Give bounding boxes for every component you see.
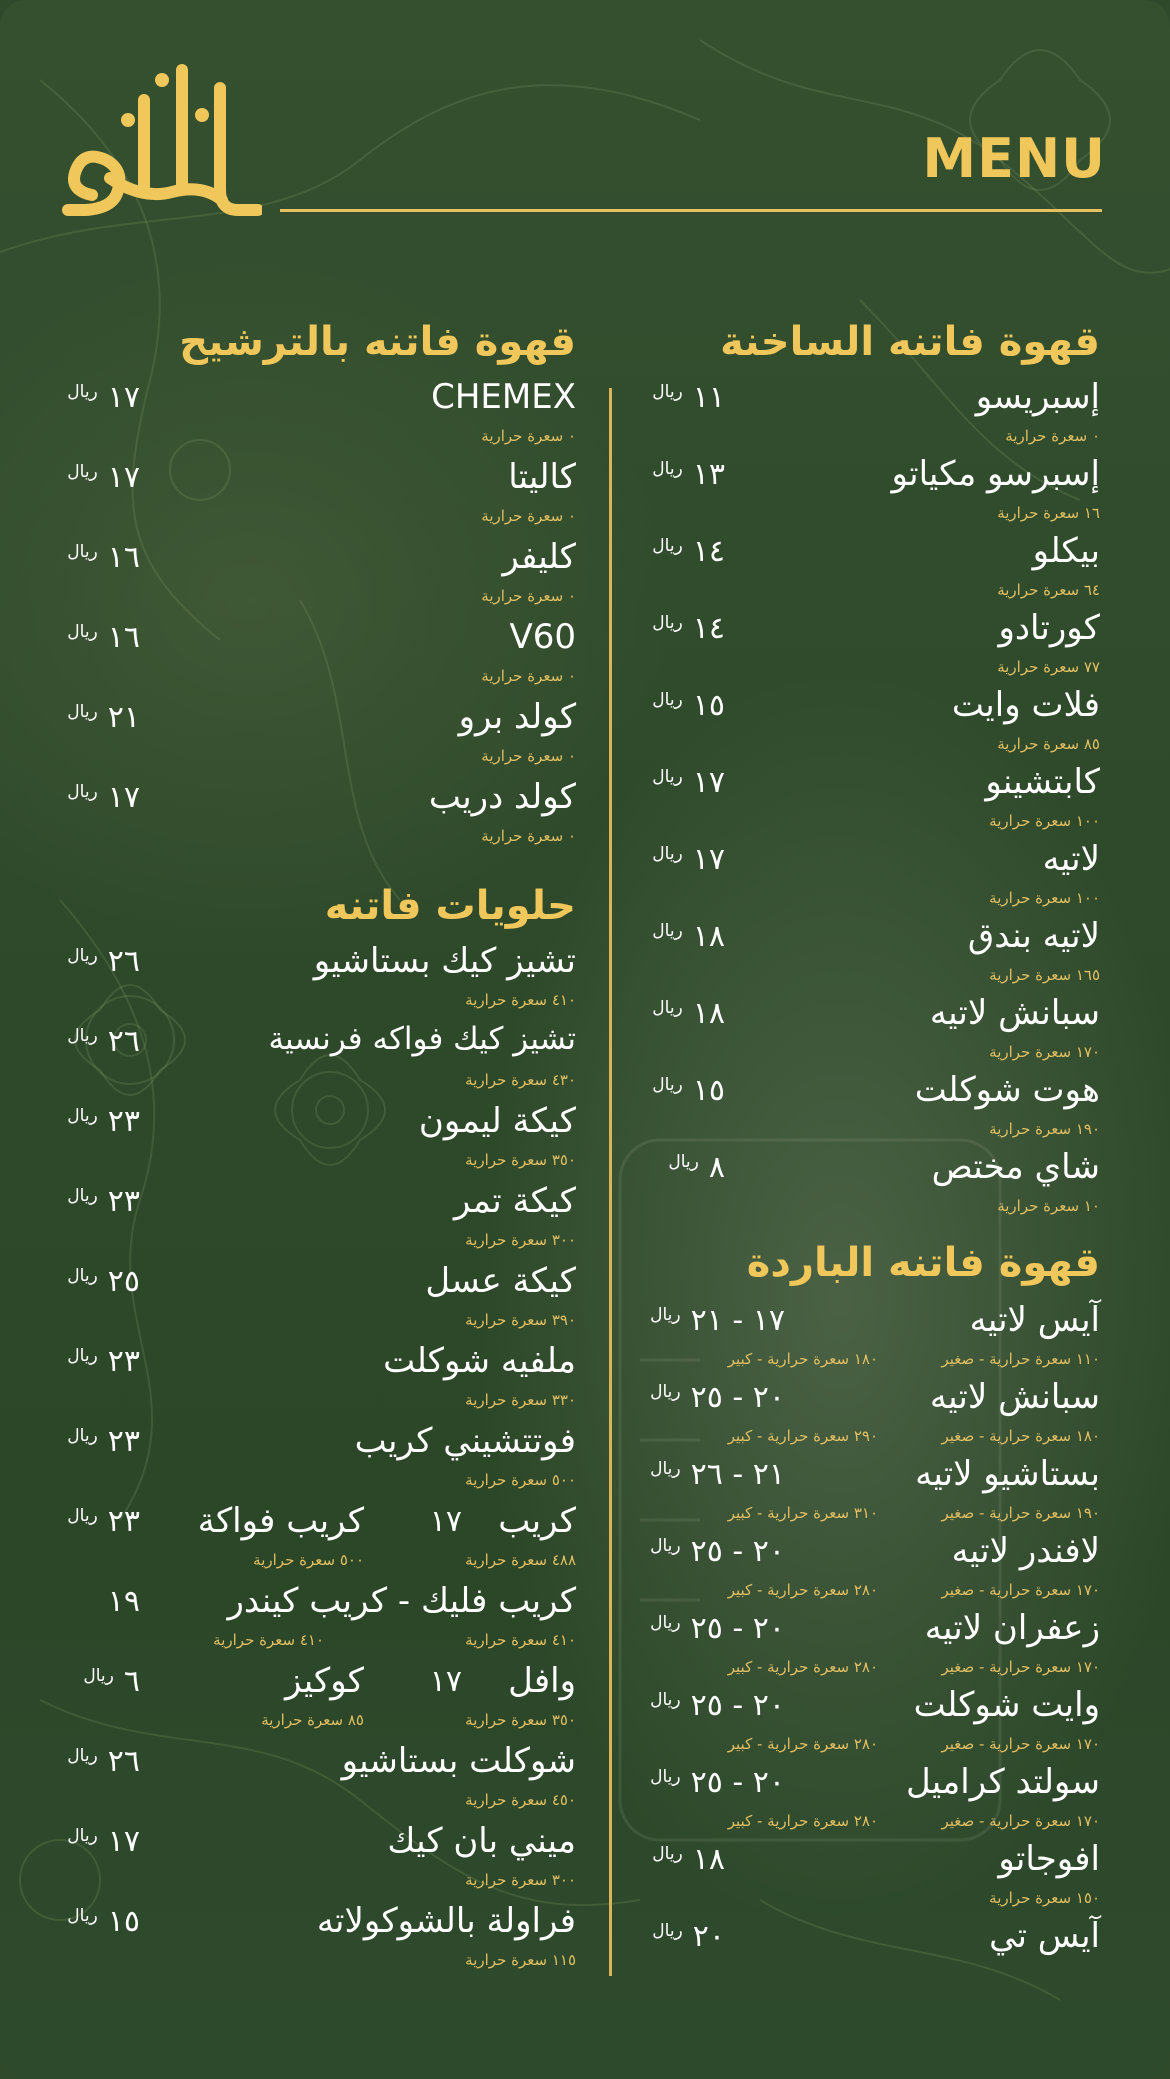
dessert-item-calories: ٣٥٠ سعرة حرارية [465,1151,576,1169]
hot-item-calories: ١٠٠ سعرة حرارية [989,889,1100,907]
cold-item-price: $١٨^{ريال}$ [652,1842,725,1877]
cold-item-name: وايت شوكلت [913,1685,1100,1725]
dessert-item-calories: ٣٠٠ سعرة حرارية [465,1231,576,1249]
hot-item-calories: ٨٥ سعرة حرارية [997,735,1100,753]
hot-item-name: إسبرسو مكياتو [891,454,1100,494]
hot-coffee-heading: قهوة فاتنه الساخنة [720,319,1100,365]
hot-item-calories: ١٠ سعرة حرارية [997,1197,1100,1215]
hot-item-price: $١٧^{ريال}$ [652,842,725,877]
hot-item-price: $١٥^{ريال}$ [652,688,725,723]
dessert-item-calories: ٤٣٠ سعرة حرارية [465,1071,576,1089]
hot-item-calories: ١٠٠ سعرة حرارية [989,812,1100,830]
dessert-item-calories: ١١٥ سعرة حرارية [465,1951,576,1969]
dessert-item-name: ملفيه شوكلت [383,1341,576,1381]
dessert-item-name: شوكلت بستاشيو [341,1741,576,1781]
dessert-item-name: تشيز كيك بستاشيو [313,941,576,981]
dessert-item-calories: ٣٣٠ سعرة حرارية [465,1391,576,1409]
hot-item-price: $١٥^{ريال}$ [652,1073,725,1108]
hot-item-calories: ٧٧ سعرة حرارية [997,658,1100,676]
dessert-item-name: كيكة تمر [453,1181,576,1221]
dessert-item-calories: ٨٥ سعرة حرارية [261,1711,364,1729]
hot-item-price: $١٣^{ريال}$ [652,457,725,492]
hot-item-name: شاي مختص [931,1147,1100,1187]
dessert-item-price: $٢٣^{ريال}$ [67,1424,140,1459]
desserts-heading: حلويات فاتنه [324,883,576,929]
hot-item-name: لاتيه بندق [967,916,1100,956]
cold-item-calories-large: ٢٨٠ سعرة حرارية - كبير [727,1735,878,1753]
cold-item-name: آيس تي [989,1916,1100,1956]
cold-item-name: لافندر لاتيه [951,1531,1100,1571]
cold-item-price: ٢١ - $٢٦^{ريال}$ [650,1457,785,1492]
hot-item-calories: ١٦٥ سعرة حرارية [989,966,1100,984]
cold-item-name: افوجاتو [998,1839,1100,1879]
dessert-item-calories: ٤١٠ سعرة حرارية [213,1631,324,1649]
drip-item-calories: ٠ سعرة حرارية [481,747,576,765]
menu-title: MENU [922,127,1106,190]
cold-item-calories-large: ٢٩٠ سعرة حرارية - كبير [727,1427,878,1445]
fatina-logo [62,60,262,235]
hot-item-price: $١٤^{ريال}$ [652,611,725,646]
cold-item-price: $٢٠^{ريال}$ [652,1919,725,1954]
drip-item-calories: ٠ سعرة حرارية [481,507,576,525]
hot-item-name: فلات وايت [951,685,1100,725]
hot-item-price: $١٧^{ريال}$ [652,765,725,800]
hot-item-name: إسبريسو [975,377,1100,417]
dessert-item-name: كيكة عسل [425,1261,576,1301]
dessert-item-price: $٢٣^{ريال}$ [67,1104,140,1139]
drip-item-calories: ٠ سعرة حرارية [481,427,576,445]
dessert-item-name: كريب فليك - كريب كيندر [227,1581,576,1621]
dessert-item-calories: ٥٠٠ سعرة حرارية [253,1551,364,1569]
hot-item-calories: ٦٤ سعرة حرارية [997,581,1100,599]
hot-item-price: $١٨^{ريال}$ [652,919,725,954]
hot-item-calories: ١٧٠ سعرة حرارية [989,1043,1100,1061]
drip-coffee-heading: قهوة فاتنه بالترشيح [179,319,576,365]
cold-item-calories-large: ١٨٠ سعرة حرارية - كبير [727,1350,878,1368]
column-divider [609,388,612,1976]
drip-item-name: CHEMEX [431,377,576,417]
hot-item-name: هوت شوكلت [914,1070,1100,1110]
dessert-item-price: $٢٦^{ريال}$ [67,1744,140,1779]
cold-item-name: بستاشيو لاتيه [915,1454,1100,1494]
cold-item-name: آيس لاتيه [969,1300,1100,1340]
cold-item-calories-large: ٣١٠ سعرة حرارية - كبير [727,1504,878,1522]
dessert-item-calories: ٣٥٠ سعرة حرارية [465,1711,576,1729]
hot-item-name: سبانش لاتيه [929,993,1100,1033]
hot-item-price: $١٨^{ريال}$ [652,996,725,1031]
hot-item-price: $١١^{ريال}$ [652,380,725,415]
dessert-item-price: $٢٣^{ريال}$ [67,1504,140,1539]
dessert-item-price: $١٧^{ريال}$ [67,1824,140,1859]
dessert-item-calories: ٣٠٠ سعرة حرارية [465,1871,576,1889]
cold-item-price: ٢٠ - $٢٥^{ريال}$ [650,1611,785,1646]
header-rule [280,209,1102,212]
drip-item-price: $١٧^{ريال}$ [67,780,140,815]
dessert-item-price: $٢٦^{ريال}$ [67,1024,140,1059]
cold-item-calories-large: ٢٨٠ سعرة حرارية - كبير [727,1812,878,1830]
dessert-item-price: $٢٣^{ريال}$ [67,1184,140,1219]
cold-item-calories-small: ١٩٠ سعرة حرارية - صغير [941,1504,1100,1522]
dessert-item-name: فراولة بالشوكولاته [316,1901,576,1941]
drip-item-name: كليفر [502,537,576,577]
hot-item-name: لاتيه [1042,839,1100,879]
cold-item-name: سبانش لاتيه [929,1377,1100,1417]
drip-item-price: $١٦^{ريال}$ [67,540,140,575]
dessert-item-name: كريب [498,1501,576,1541]
dessert-item-name: تشيز كيك فواكه فرنسية [268,1021,576,1057]
cold-item-calories-large: ٢٨٠ سعرة حرارية - كبير [727,1581,878,1599]
dessert-item-name: فوتتشيني كريب [354,1421,576,1461]
dessert-item-name: ميني بان كيك [387,1821,576,1861]
dessert-item-price: $٢٣^{ريال}$ [67,1344,140,1379]
cold-item-price: ١٧ - $٢١^{ريال}$ [650,1303,785,1338]
hot-item-name: بيكلو [1032,531,1100,571]
cold-item-price: ٢٠ - $٢٥^{ريال}$ [650,1765,785,1800]
cold-item-name: سولتد كراميل [906,1762,1100,1802]
drip-item-price: $٢١^{ريال}$ [67,700,140,735]
drip-item-price: $١٦^{ريال}$ [67,620,140,655]
drip-item-calories: ٠ سعرة حرارية [481,667,576,685]
cold-item-calories-small: ١١٠ سعرة حرارية - صغير [941,1350,1100,1368]
drip-item-name: كاليتا [508,457,576,497]
drip-item-price: $١٧^{ريال}$ [67,460,140,495]
cold-item-price: ٢٠ - $٢٥^{ريال}$ [650,1380,785,1415]
hot-item-calories: ١٦ سعرة حرارية [997,504,1100,522]
drip-item-calories: ٠ سعرة حرارية [481,827,576,845]
dessert-item-price: ١٩ [107,1584,140,1619]
dessert-item-calories: ٣٩٠ سعرة حرارية [465,1311,576,1329]
dessert-item-calories: ٤٨٨ سعرة حرارية [465,1551,576,1569]
dessert-item-price: $٦^{ريال}$ [83,1664,140,1699]
cold-item-name: زعفران لاتيه [924,1608,1100,1648]
drip-item-calories: ٠ سعرة حرارية [481,587,576,605]
cold-item-calories-small: ١٧٠ سعرة حرارية - صغير [941,1812,1100,1830]
cold-item-calories-small: ١٧٠ سعرة حرارية - صغير [941,1658,1100,1676]
dessert-item-price: ١٧ [429,1664,462,1699]
cold-item-price: ٢٠ - $٢٥^{ريال}$ [650,1534,785,1569]
cold-item-calories-small: ١٧٠ سعرة حرارية - صغير [941,1735,1100,1753]
cold-item-price: ٢٠ - $٢٥^{ريال}$ [650,1688,785,1723]
drip-item-name: V60 [509,617,576,657]
dessert-item-calories: ٤١٠ سعرة حرارية [465,991,576,1009]
hot-item-name: كابتشينو [985,762,1100,802]
dessert-item-calories: ٤١٠ سعرة حرارية [465,1631,576,1649]
dessert-item-name: كريب فواكة [197,1501,364,1541]
dessert-item-calories: ٤٥٠ سعرة حرارية [465,1791,576,1809]
dessert-item-price: $٢٦^{ريال}$ [67,944,140,979]
drip-item-name: كولد برو [458,697,576,737]
dessert-item-price: $١٥^{ريال}$ [67,1904,140,1939]
cold-coffee-heading: قهوة فاتنه الباردة [746,1240,1100,1286]
drip-item-name: كولد دريب [428,777,576,817]
dessert-item-price: $٢٥^{ريال}$ [67,1264,140,1299]
hot-item-name: كورتادو [998,608,1100,648]
dessert-item-name: كوكيز [285,1661,364,1701]
dessert-item-name: وافل [508,1661,576,1701]
dessert-item-calories: ٥٠٠ سعرة حرارية [465,1471,576,1489]
hot-item-calories: ٠ سعرة حرارية [1005,427,1100,445]
cold-item-calories-large: ٢٨٠ سعرة حرارية - كبير [727,1658,878,1676]
hot-item-price: $١٤^{ريال}$ [652,534,725,569]
drip-item-price: $١٧^{ريال}$ [67,380,140,415]
cold-item-calories-small: ١٨٠ سعرة حرارية - صغير [941,1427,1100,1445]
dessert-item-name: كيكة ليمون [418,1101,576,1141]
hot-item-calories: ١٩٠ سعرة حرارية [989,1120,1100,1138]
hot-item-price: $٨^{ريال}$ [668,1150,725,1185]
cold-item-calories-small: ١٧٠ سعرة حرارية - صغير [941,1581,1100,1599]
dessert-item-price: ١٧ [429,1504,462,1539]
cold-item-calories: ١٥٠ سعرة حرارية [989,1889,1100,1907]
